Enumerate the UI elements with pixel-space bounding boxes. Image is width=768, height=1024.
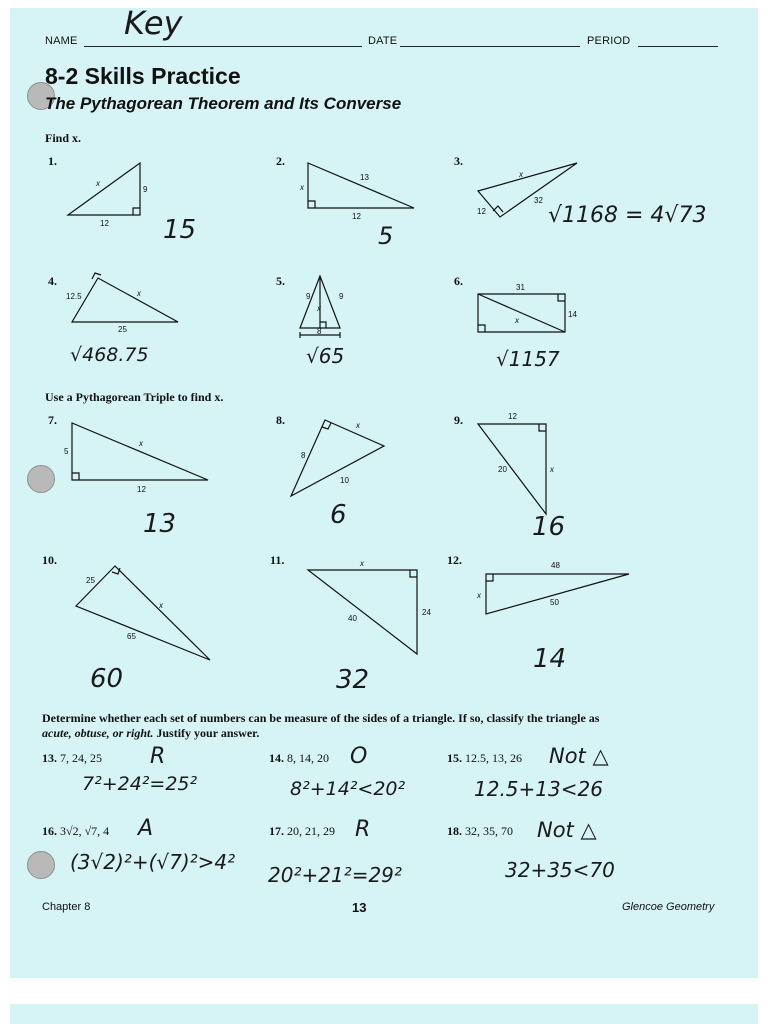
problem-number: 6.	[454, 274, 463, 288]
work-17: 20²+21²=29²	[268, 863, 402, 887]
problem-18	[447, 824, 513, 839]
answer-12: 14	[533, 644, 567, 674]
problem-number: 4.	[48, 274, 57, 288]
instruction-emphasis: acute, obtuse, or right.	[42, 726, 154, 740]
footer-chapter: Chapter 8	[42, 901, 91, 913]
side-label: 12	[477, 207, 486, 216]
triangle-figure-4	[60, 272, 185, 342]
section1-instruction: Find x.	[45, 131, 82, 145]
side-label: 25	[118, 325, 127, 334]
side-label: 25	[86, 576, 95, 585]
side-label: 24	[422, 608, 431, 617]
problem-17	[269, 824, 335, 839]
side-label: 65	[127, 632, 136, 641]
side-label: 8	[317, 327, 322, 336]
classification-13: R	[150, 744, 166, 769]
side-label: x	[159, 601, 163, 610]
period-blank	[638, 46, 718, 47]
number-set: 3√2, √7, 4	[60, 824, 110, 838]
problem-number: 17.	[269, 824, 284, 838]
classification-16: A	[138, 816, 154, 841]
side-label: 9	[306, 292, 311, 301]
side-label: 48	[551, 561, 560, 570]
side-label: x	[139, 439, 143, 448]
problem-number: 2.	[276, 154, 285, 168]
side-label: 9	[339, 292, 344, 301]
triangle-figure-7	[60, 418, 215, 498]
name-blank	[84, 46, 362, 47]
problem-16	[42, 824, 109, 839]
classification-17: R	[355, 817, 371, 842]
problem-14	[269, 751, 329, 766]
side-label: x	[96, 179, 100, 188]
problem-number: 1.	[48, 154, 57, 168]
footer-publisher: Glencoe Geometry	[622, 901, 715, 913]
work-13: 7²+24²=25²	[82, 773, 198, 795]
period-label: PERIOD	[587, 35, 631, 47]
answer-8: 6	[330, 500, 347, 530]
side-label: 8	[301, 451, 306, 460]
classification-15: Not △	[549, 744, 609, 768]
answer-10: 60	[90, 664, 124, 694]
side-label: x	[550, 465, 554, 474]
page-subtitle: The Pythagorean Theorem and Its Converse	[45, 94, 402, 113]
problem-number: 5.	[276, 274, 285, 288]
triangle-figure-9	[470, 410, 560, 520]
side-label: x	[519, 170, 523, 179]
problem-number: 3.	[454, 154, 463, 168]
side-label: 13	[360, 173, 369, 182]
problem-number: 15.	[447, 751, 462, 765]
classification-14: O	[350, 744, 368, 769]
side-label: x	[356, 421, 360, 430]
name-label: NAME	[45, 35, 78, 47]
side-label: 50	[550, 598, 559, 607]
triangle-figure-10	[70, 562, 215, 667]
punch-hole-middle	[27, 465, 55, 493]
rectangle-figure-6	[470, 278, 590, 343]
side-label: 10	[340, 476, 349, 485]
side-label: x	[137, 289, 141, 298]
answer-9: 16	[532, 512, 566, 542]
classification-18: Not △	[537, 818, 597, 842]
section2-instruction: Use a Pythagorean Triple to find x.	[45, 390, 224, 404]
answer-6: √1157	[496, 347, 560, 371]
side-label: x	[360, 559, 364, 568]
side-label: 12	[352, 212, 361, 221]
side-label: 12	[100, 219, 109, 228]
side-label: 20	[498, 465, 507, 474]
answer-3: √1168 = 4√73	[548, 203, 707, 228]
date-label: DATE	[368, 35, 398, 47]
triangle-figure-2	[296, 155, 421, 235]
problem-number: 14.	[269, 751, 284, 765]
number-set: 12.5, 13, 26	[465, 751, 522, 765]
side-label: x	[477, 591, 481, 600]
side-label: 12	[137, 485, 146, 494]
triangle-figure-1	[60, 155, 170, 235]
work-14: 8²+14²<20²	[290, 778, 406, 800]
answer-2: 5	[378, 222, 394, 250]
page-title: 8-2 Skills Practice	[45, 63, 241, 89]
instruction-line-1: Determine whether each set of numbers can be measure of the sides of a triangle. If so, classify the triangle as	[42, 711, 600, 725]
problem-number: 9.	[454, 413, 463, 427]
side-label: 32	[534, 196, 543, 205]
side-label: x	[317, 304, 321, 313]
problem-number: 8.	[276, 413, 285, 427]
number-set: 20, 21, 29	[287, 824, 335, 838]
answer-4: √468.75	[70, 344, 149, 366]
side-label: 31	[516, 283, 525, 292]
footer-page-number: 13	[352, 900, 367, 915]
side-label: x	[515, 316, 519, 325]
side-label: 40	[348, 614, 357, 623]
triangle-figure-8	[285, 416, 395, 506]
answer-7: 13	[143, 509, 177, 539]
answer-5: √65	[306, 344, 345, 368]
problem-13	[42, 751, 102, 766]
triangle-figure-11	[300, 558, 440, 658]
side-label: 5	[64, 447, 69, 456]
work-16: (3√2)²+(√7)²>4²	[70, 850, 236, 874]
work-18: 32+35<70	[505, 858, 615, 882]
triangle-figure-12	[475, 558, 640, 623]
side-label: 12	[508, 412, 517, 421]
problem-number: 18.	[447, 824, 462, 838]
number-set: 7, 24, 25	[60, 751, 102, 765]
name-value: Key	[124, 4, 183, 42]
work-15: 12.5+13<26	[474, 777, 603, 801]
problem-number: 13.	[42, 751, 57, 765]
next-page-edge	[10, 1004, 758, 1024]
answer-11: 32	[336, 665, 370, 695]
section3-instruction	[42, 711, 732, 741]
instruction-line-2: Justify your answer.	[153, 726, 260, 740]
side-label: 9	[143, 185, 148, 194]
problem-number: 12.	[447, 553, 462, 567]
problem-15	[447, 751, 522, 766]
side-label: 12.5	[66, 292, 82, 301]
problem-number: 16.	[42, 824, 57, 838]
problem-number: 11.	[270, 553, 285, 567]
number-set: 8, 14, 20	[287, 751, 329, 765]
problem-number: 10.	[42, 553, 57, 567]
answer-1: 15	[163, 215, 197, 245]
number-set: 32, 35, 70	[465, 824, 513, 838]
problem-number: 7.	[48, 413, 57, 427]
side-label: x	[300, 183, 304, 192]
side-label: 14	[568, 310, 577, 319]
date-blank	[400, 46, 580, 47]
punch-hole-bottom	[27, 851, 55, 879]
triangle-figure-5	[290, 272, 360, 342]
